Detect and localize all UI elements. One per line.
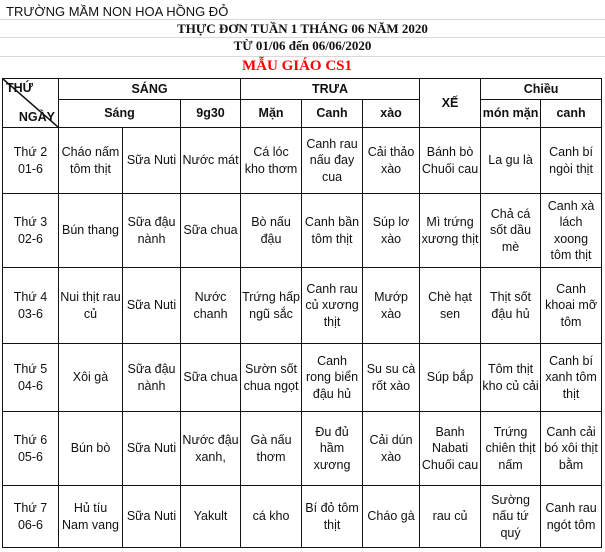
day-date: 05-6 — [17, 449, 44, 464]
menu-cell-mon-man: Tôm thịt kho củ cải — [481, 344, 541, 412]
day-date: 03-6 — [17, 306, 44, 321]
menu-cell-canh: Canh rong biển đậu hủ — [302, 344, 363, 412]
menu-cell-canh-chieu: Canh khoai mỡ tôm — [541, 268, 602, 344]
day-date: 04-6 — [17, 378, 44, 393]
menu-cell-xao: Su su cà rốt xào — [363, 344, 420, 412]
trua-group-header: TRƯA — [241, 79, 420, 100]
day-cell — [3, 128, 59, 194]
menu-cell-sang: Cháo nấm tôm thịt — [59, 128, 123, 194]
menu-cell-mon-man: Trứng chiên thịt nấm — [481, 412, 541, 486]
menu-cell-sua: Sữa Nuti — [123, 486, 181, 548]
menu-cell-g930: Nước đậu xanh, — [181, 412, 241, 486]
day-cell — [3, 344, 59, 412]
menu-table — [2, 78, 602, 548]
menu-cell-g930: Nước mát — [181, 128, 241, 194]
day-name: Thứ 2 — [13, 145, 48, 159]
menu-cell-xe: Bánh bò Chuối cau — [420, 128, 481, 194]
canh-chieu-header: canh — [541, 100, 602, 128]
canh-header: Canh — [302, 100, 363, 128]
day-date: 06-6 — [17, 517, 44, 532]
thu-label: THỨ — [6, 81, 34, 95]
menu-cell-canh-chieu: Canh cải bó xôi thịt bằm — [541, 412, 602, 486]
day-date: 01-6 — [17, 161, 44, 176]
menu-cell-sang: Bún thang — [59, 194, 123, 268]
sang-header: Sáng — [59, 100, 181, 128]
menu-cell-man: Bò nấu đậu — [241, 194, 302, 268]
menu-cell-g930: Nước chanh — [181, 268, 241, 344]
day-name: Thứ 7 — [13, 501, 48, 515]
day-date: 02-6 — [17, 231, 44, 246]
day-cell — [3, 412, 59, 486]
menu-cell-canh: Canh bần tôm thịt — [302, 194, 363, 268]
xe-header: XẾ — [420, 79, 481, 128]
menu-cell-xao: Cải thảo xào — [363, 128, 420, 194]
ngay-label: NGÀY — [18, 109, 55, 124]
menu-cell-man: cá kho — [241, 486, 302, 548]
menu-cell-mon-man: Sường nấu tứ quý — [481, 486, 541, 548]
table-row — [3, 412, 602, 486]
table-row — [3, 268, 602, 344]
menu-cell-xe: Mì trứng xương thịt — [420, 194, 481, 268]
day-name: Thứ 6 — [13, 433, 48, 447]
menu-cell-xe: Súp bắp — [420, 344, 481, 412]
day-cell — [3, 268, 59, 344]
sheet-gridline — [0, 56, 605, 57]
thu-ngay-header — [3, 79, 59, 128]
table-row — [3, 344, 602, 412]
menu-cell-man: Trứng hấp ngũ sắc — [241, 268, 302, 344]
menu-cell-mon-man: Thịt sốt đậu hủ — [481, 268, 541, 344]
menu-cell-canh: Đu đủ hầm xương — [302, 412, 363, 486]
menu-cell-man: Cá lóc kho thơm — [241, 128, 302, 194]
menu-cell-sang: Bún bò — [59, 412, 123, 486]
menu-cell-mon-man: La gu là — [481, 128, 541, 194]
menu-cell-xao: Cải dún xào — [363, 412, 420, 486]
table-row — [3, 128, 602, 194]
menu-cell-sang: Nui thịt rau củ — [59, 268, 123, 344]
menu-cell-sua: Sữa đậu nành — [123, 344, 181, 412]
menu-cell-xao: Cháo gà — [363, 486, 420, 548]
menu-cell-xao: Súp lơ xào — [363, 194, 420, 268]
menu-group: MẪU GIÁO CS1 — [242, 58, 353, 74]
menu-cell-man: Gà nấu thơm — [241, 412, 302, 486]
menu-cell-man: Sườn sốt chua ngọt — [241, 344, 302, 412]
menu-cell-g930: Yakult — [181, 486, 241, 548]
day-cell — [3, 194, 59, 268]
menu-cell-canh: Canh rau củ xương thịt — [302, 268, 363, 344]
menu-cell-canh-chieu: Canh bí ngòi thịt — [541, 128, 602, 194]
day-cell — [3, 486, 59, 548]
menu-cell-g930: Sữa chua — [181, 194, 241, 268]
day-name: Thứ 3 — [13, 215, 48, 229]
menu-cell-sang: Xôi gà — [59, 344, 123, 412]
menu-cell-canh: Canh rau nấu đay cua — [302, 128, 363, 194]
menu-cell-sang: Hủ tíu Nam vang — [59, 486, 123, 548]
menu-title: THỰC ĐƠN TUẦN 1 THÁNG 06 NĂM 2020 — [177, 21, 428, 36]
menu-cell-sua: Sữa đậu nành — [123, 194, 181, 268]
menu-cell-canh: Bí đỏ tôm thịt — [302, 486, 363, 548]
school-name: TRƯỜNG MẦM NON HOA HỒNG ĐỎ — [6, 4, 229, 19]
table-row — [3, 194, 602, 268]
menu-cell-xe: rau củ — [420, 486, 481, 548]
day-name: Thứ 4 — [13, 290, 48, 304]
menu-cell-canh-chieu: Canh rau ngót tôm — [541, 486, 602, 548]
sang-group-header: SÁNG — [59, 79, 241, 100]
mon-man-header: món mặn — [481, 100, 541, 128]
g930-header: 9g30 — [181, 100, 241, 128]
day-name: Thứ 5 — [13, 362, 48, 376]
menu-cell-xe: Chè hạt sen — [420, 268, 481, 344]
menu-cell-xe: Banh Nabati Chuối cau — [420, 412, 481, 486]
man-header: Mặn — [241, 100, 302, 128]
menu-cell-sua: Sữa Nuti — [123, 412, 181, 486]
chieu-group-header: Chiều — [481, 79, 602, 100]
menu-cell-mon-man: Chả cá sốt dầu mè — [481, 194, 541, 268]
menu-cell-sua: Sữa Nuti — [123, 128, 181, 194]
menu-cell-canh-chieu: Canh xà lách xoong tôm thịt — [541, 194, 602, 268]
menu-date-range: TỪ 01/06 đến 06/06/2020 — [233, 38, 372, 53]
table-row — [3, 486, 602, 548]
xao-header: xào — [363, 100, 420, 128]
menu-cell-g930: Sữa chua — [181, 344, 241, 412]
menu-cell-canh-chieu: Canh bí xanh tôm thịt — [541, 344, 602, 412]
sheet-gridline — [0, 19, 605, 20]
menu-cell-xao: Mướp xào — [363, 268, 420, 344]
menu-cell-sua: Sữa Nuti — [123, 268, 181, 344]
